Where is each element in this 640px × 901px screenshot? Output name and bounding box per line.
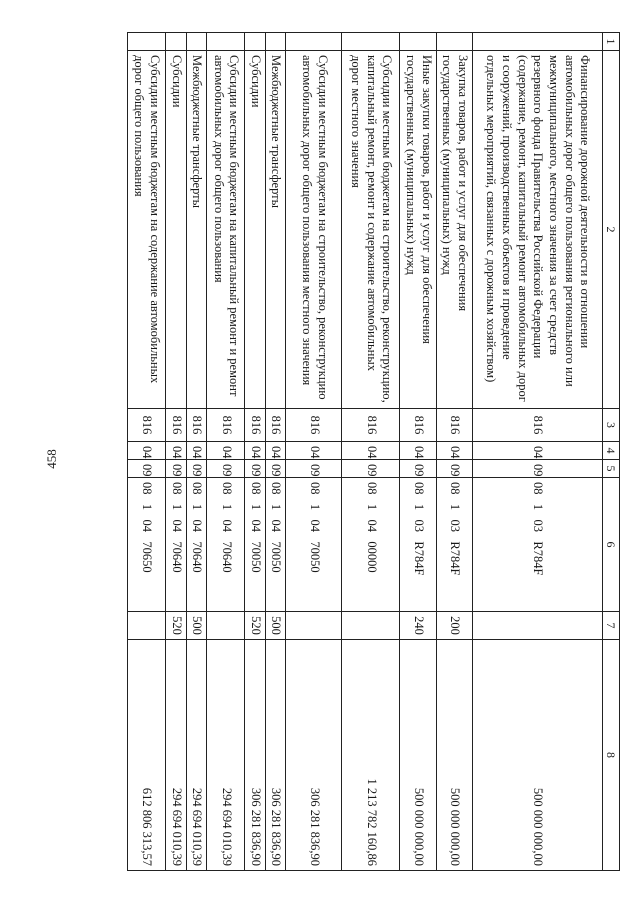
table-row xyxy=(265,33,286,871)
subsection-code-cell: 09 xyxy=(245,460,266,478)
row-name-cell: Субсидии местным бюджетам на капитальный ремонт и ремонт автомобильных дорог общего пользования xyxy=(207,51,245,409)
row-name-cell: Межбюджетные трансферты xyxy=(265,51,286,409)
table-row xyxy=(342,33,400,871)
table-row xyxy=(207,33,245,871)
table-row xyxy=(286,33,342,871)
target-article-cell: 08 1 03 R784F xyxy=(473,478,603,612)
row-name-cell: Субсидии xyxy=(166,51,187,409)
subsection-code-cell: 09 xyxy=(286,460,342,478)
table-body xyxy=(128,33,603,871)
amount-cell: 294 694 010,39 xyxy=(166,640,187,871)
expense-type-cell xyxy=(342,612,400,640)
row-marker-cell xyxy=(128,33,166,51)
subsection-code-cell: 09 xyxy=(436,460,472,478)
row-marker-cell xyxy=(400,33,436,51)
expense-type-cell: 520 xyxy=(245,612,266,640)
amount-cell: 500 000 000,00 xyxy=(400,640,436,871)
table-row xyxy=(128,33,166,871)
amount-cell: 306 281 836,90 xyxy=(286,640,342,871)
subsection-code-cell: 09 xyxy=(207,460,245,478)
subsection-code-cell: 09 xyxy=(342,460,400,478)
table-row xyxy=(245,33,266,871)
row-marker-cell xyxy=(265,33,286,51)
amount-cell: 306 281 836,90 xyxy=(265,640,286,871)
header-row xyxy=(603,33,620,871)
section-code-cell: 04 xyxy=(166,442,187,460)
row-name-cell: Субсидии местным бюджетам на строительство, реконструкцию, капитальный ремонт, ремонт и содержание автомобильных дорог местного значения xyxy=(342,51,400,409)
expense-type-cell: 500 xyxy=(265,612,286,640)
grbs-code-cell: 816 xyxy=(400,409,436,442)
page-number-text: 458 xyxy=(44,449,59,469)
page-number xyxy=(42,444,62,474)
section-code-cell: 04 xyxy=(128,442,166,460)
amount-cell: 612 806 313,57 xyxy=(128,640,166,871)
subsection-code-cell: 09 xyxy=(473,460,603,478)
target-article-cell: 08 1 04 70640 xyxy=(207,478,245,612)
target-article-cell: 08 1 04 70640 xyxy=(166,478,187,612)
subsection-code-cell: 09 xyxy=(400,460,436,478)
target-article-cell: 08 1 04 70050 xyxy=(245,478,266,612)
target-article-cell: 08 1 04 70650 xyxy=(128,478,166,612)
subsection-code-cell: 09 xyxy=(166,460,187,478)
section-code-cell: 04 xyxy=(473,442,603,460)
row-name-cell: Субсидии местным бюджетам на содержание автомобильных дорог общего пользования xyxy=(128,51,166,409)
section-code-cell: 04 xyxy=(207,442,245,460)
grbs-code-cell: 816 xyxy=(245,409,266,442)
row-name-cell: Субсидии xyxy=(245,51,266,409)
section-code-cell: 04 xyxy=(286,442,342,460)
target-article-cell: 08 1 04 70050 xyxy=(265,478,286,612)
row-marker-cell xyxy=(186,33,207,51)
grbs-code-cell: 816 xyxy=(207,409,245,442)
amount-cell: 500 000 000,00 xyxy=(473,640,603,871)
table-row xyxy=(186,33,207,871)
row-marker-cell xyxy=(436,33,472,51)
expense-type-cell xyxy=(207,612,245,640)
table-row xyxy=(473,33,603,871)
rotated-table-container xyxy=(80,32,620,870)
budget-table xyxy=(127,32,620,871)
column-header-4: 4 xyxy=(603,442,620,460)
grbs-code-cell: 816 xyxy=(286,409,342,442)
grbs-code-cell: 816 xyxy=(166,409,187,442)
subsection-code-cell: 09 xyxy=(265,460,286,478)
expense-type-cell xyxy=(128,612,166,640)
section-code-cell: 04 xyxy=(245,442,266,460)
subsection-code-cell: 09 xyxy=(186,460,207,478)
row-marker-cell xyxy=(473,33,603,51)
row-name-cell: Финансирование дорожной деятельности в отношении автомобильных дорог общего пользования регионального или межмуниципального, местного значения за счет средств резервного фонда Правительства Российской Федерации (содержание, ремонт, капитальный ремонт автомобильных дорог и сооружений, производственных объектов и проведение отдельных мероприятий, связанных с дорожным хозяйством) xyxy=(473,51,603,409)
target-article-cell: 08 1 04 70640 xyxy=(186,478,207,612)
section-code-cell: 04 xyxy=(342,442,400,460)
row-name-cell: Субсидии местным бюджетам на строительство, реконструкцию автомобильных дорог общего пользования местного значения xyxy=(286,51,342,409)
column-header-7: 7 xyxy=(603,612,620,640)
row-name-cell: Закупка товаров, работ и услуг для обеспечения государственных (муниципальных) нужд xyxy=(436,51,472,409)
expense-type-cell xyxy=(473,612,603,640)
expense-type-cell: 500 xyxy=(186,612,207,640)
row-marker-cell xyxy=(342,33,400,51)
row-marker-cell xyxy=(286,33,342,51)
amount-cell: 294 694 010,39 xyxy=(186,640,207,871)
table-row xyxy=(436,33,472,871)
row-marker-cell xyxy=(207,33,245,51)
expense-type-cell: 240 xyxy=(400,612,436,640)
table-row xyxy=(166,33,187,871)
amount-cell: 1 213 782 160,86 xyxy=(342,640,400,871)
row-marker-cell xyxy=(245,33,266,51)
section-code-cell: 04 xyxy=(400,442,436,460)
amount-cell: 294 694 010,39 xyxy=(207,640,245,871)
row-name-cell: Межбюджетные трансферты xyxy=(186,51,207,409)
grbs-code-cell: 816 xyxy=(128,409,166,442)
target-article-cell: 08 1 04 00000 xyxy=(342,478,400,612)
section-code-cell: 04 xyxy=(436,442,472,460)
table-row xyxy=(400,33,436,871)
column-header-8: 8 xyxy=(603,640,620,871)
column-header-6: 6 xyxy=(603,478,620,612)
target-article-cell: 08 1 03 R784F xyxy=(436,478,472,612)
subsection-code-cell: 09 xyxy=(128,460,166,478)
row-marker-cell xyxy=(166,33,187,51)
target-article-cell: 08 1 04 70050 xyxy=(286,478,342,612)
expense-type-cell: 520 xyxy=(166,612,187,640)
target-article-cell: 08 1 03 R784F xyxy=(400,478,436,612)
column-header-1: 1 xyxy=(603,33,620,51)
grbs-code-cell: 816 xyxy=(342,409,400,442)
grbs-code-cell: 816 xyxy=(265,409,286,442)
section-code-cell: 04 xyxy=(186,442,207,460)
column-header-2: 2 xyxy=(603,51,620,409)
amount-cell: 306 281 836,90 xyxy=(245,640,266,871)
expense-type-cell: 200 xyxy=(436,612,472,640)
grbs-code-cell: 816 xyxy=(436,409,472,442)
row-name-cell: Иные закупки товаров, работ и услуг для обеспечения государственных (муниципальных) нужд xyxy=(400,51,436,409)
column-header-5: 5 xyxy=(603,460,620,478)
grbs-code-cell: 816 xyxy=(186,409,207,442)
column-header-3: 3 xyxy=(603,409,620,442)
grbs-code-cell: 816 xyxy=(473,409,603,442)
amount-cell: 500 000 000,00 xyxy=(436,640,472,871)
section-code-cell: 04 xyxy=(265,442,286,460)
expense-type-cell xyxy=(286,612,342,640)
